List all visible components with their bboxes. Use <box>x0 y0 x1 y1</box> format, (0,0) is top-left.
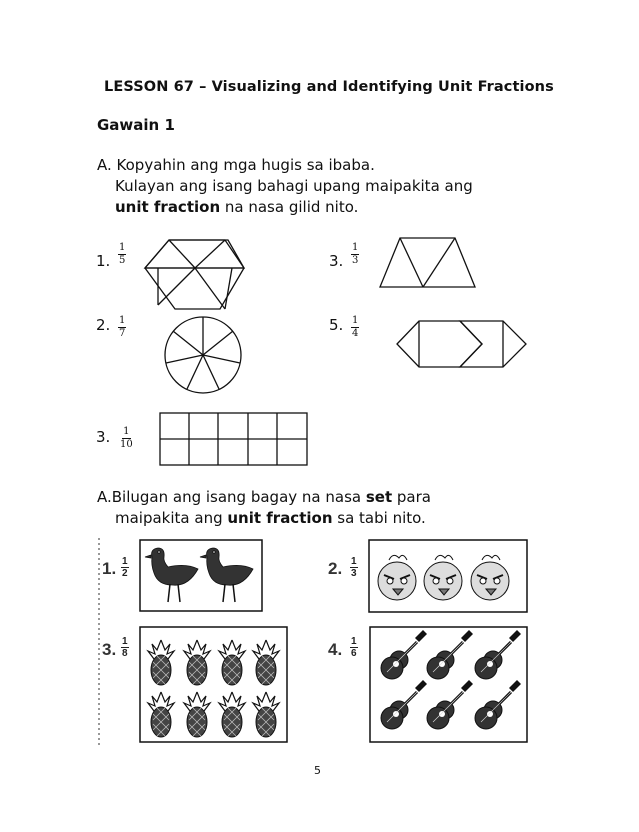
instruction-b-line1-post: para <box>392 488 431 506</box>
set-item-1-label: 1. <box>102 559 117 578</box>
fraction-numerator: 1 <box>122 636 128 647</box>
guitar-icon <box>427 630 473 679</box>
shape-item-2-label: 2. <box>96 316 111 334</box>
set-item-2-label: 2. <box>328 559 343 578</box>
fraction-numerator: 1 <box>352 315 359 326</box>
fraction-denominator: 6 <box>351 648 357 659</box>
page-number: 5 <box>314 764 321 777</box>
unit-fraction-term: unit fraction <box>115 198 221 216</box>
set-term: set <box>365 488 393 506</box>
fraction-numerator: 1 <box>122 556 128 567</box>
fraction-numerator: 1 <box>351 556 357 567</box>
lesson-title: LESSON 67 – Visualizing and Identifying Unit Fractions <box>104 79 554 95</box>
guitar-icon <box>475 630 521 679</box>
set-item-3-label: 3. <box>102 640 117 659</box>
instruction-a-line3-rest: na nasa gilid nito. <box>220 198 359 216</box>
fraction-denominator: 3 <box>352 255 359 266</box>
fraction-numerator: 1 <box>119 242 126 253</box>
guitar-icon <box>475 680 521 729</box>
instruction-b-line1-pre: A.Bilugan ang isang bagay na nasa <box>97 488 366 506</box>
shape-item-3-label: 3. <box>329 252 344 270</box>
shape-item-5-label: 5. <box>329 316 344 334</box>
fraction-numerator: 1 <box>119 315 126 326</box>
shape-item-1-label: 1. <box>96 252 111 270</box>
guitar-icon <box>381 630 427 679</box>
fraction-denominator: 2 <box>122 568 128 579</box>
guitar-icon <box>427 680 473 729</box>
fraction-denominator: 5 <box>119 255 126 266</box>
section-heading: Gawain 1 <box>97 116 175 134</box>
shape-item-10-label: 3. <box>96 428 111 446</box>
set-item-4-label: 4. <box>328 640 343 659</box>
fraction-numerator: 1 <box>352 242 359 253</box>
fraction-denominator: 4 <box>352 328 359 339</box>
instruction-b-line2-post: sa tabi nito. <box>332 509 426 527</box>
instruction-a-line1: A. Kopyahin ang mga hugis sa ibaba. <box>97 156 375 174</box>
fraction-denominator: 8 <box>122 648 128 659</box>
fraction-denominator: 7 <box>119 328 126 339</box>
guitar-icon <box>381 680 427 729</box>
fraction-denominator: 3 <box>351 568 357 579</box>
unit-fraction-term-b: unit fraction <box>227 509 333 527</box>
fraction-numerator: 1 <box>351 636 357 647</box>
fraction-denominator: 10 <box>120 439 133 450</box>
fraction-numerator: 1 <box>123 426 130 437</box>
instruction-a-line2: Kulayan ang isang bahagi upang maipakita ang <box>115 177 473 195</box>
instruction-b-line2-pre: maipakita ang <box>115 509 228 527</box>
